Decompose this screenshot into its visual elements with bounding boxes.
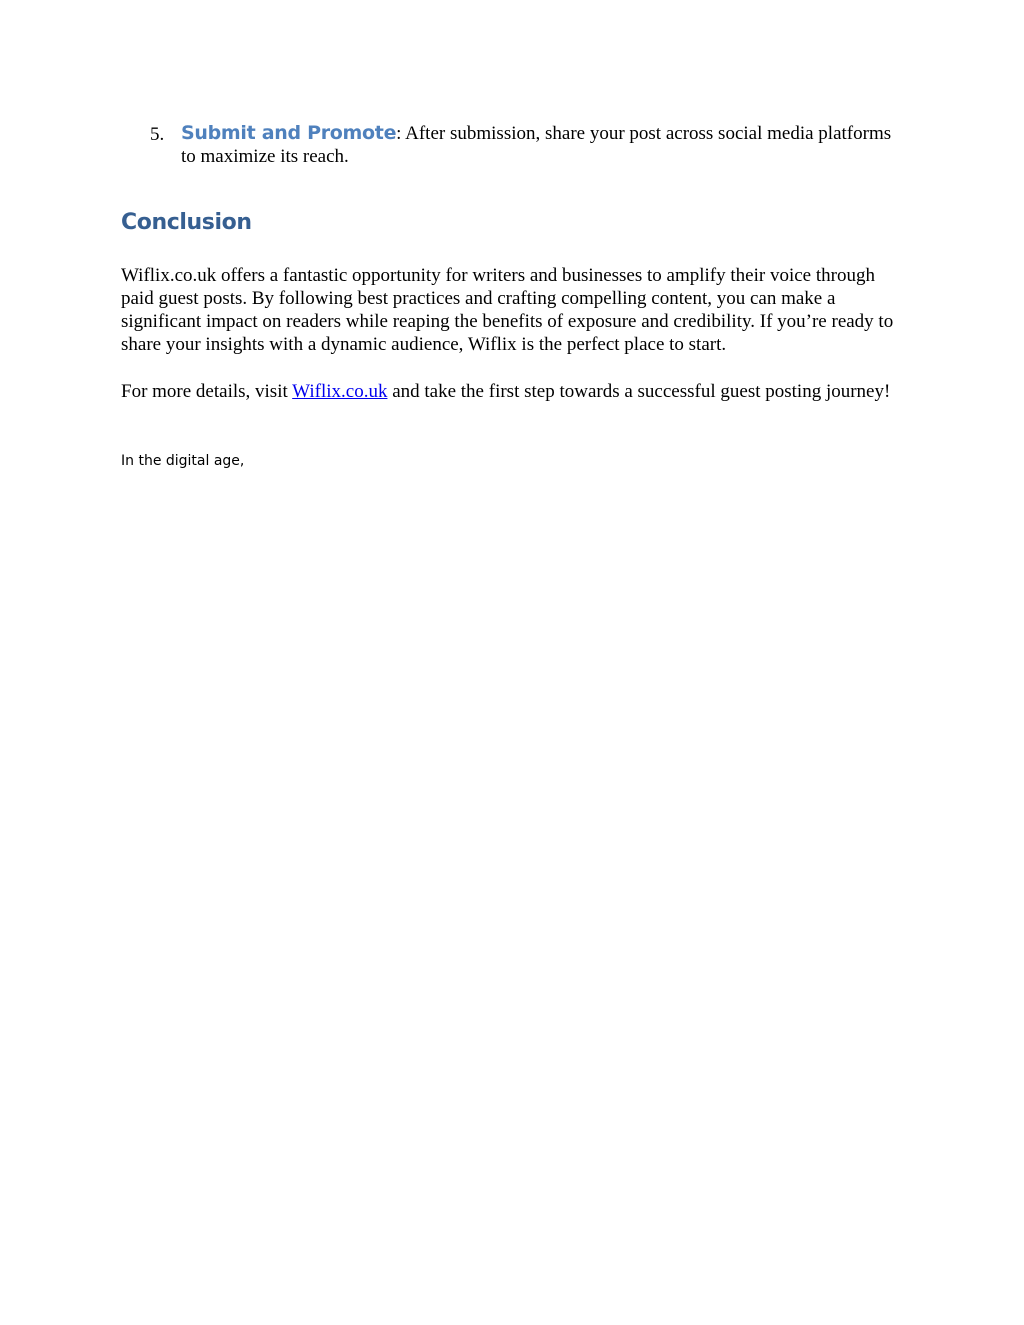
cta-suffix: and take the first step towards a successful guest posting journey! (387, 381, 891, 402)
list-item-text: : After submission, share your post across social media platforms to maximize its reach. (181, 123, 892, 167)
cta-paragraph (121, 380, 911, 403)
cta-prefix: For more details, visit (121, 381, 293, 402)
list-item-body (181, 122, 901, 168)
list-item-heading: Submit and Promote (181, 122, 397, 144)
conclusion-paragraph: Wiflix.co.uk offers a fantastic opportunity for writers and businesses to amplify their voice through paid guest posts. By following best practices and crafting compelling content, you can make a significant impact on readers while reaping the benefits of exposure and credibility. If you’re ready to share your insights with a dynamic audience, Wiflix is the perfect place to start. (121, 265, 894, 355)
trailing-note: In the digital age, (121, 453, 245, 469)
list-number: 5. (150, 124, 165, 145)
wiflix-link[interactable]: Wiflix.co.uk (292, 381, 388, 402)
conclusion-heading: Conclusion (121, 210, 252, 235)
